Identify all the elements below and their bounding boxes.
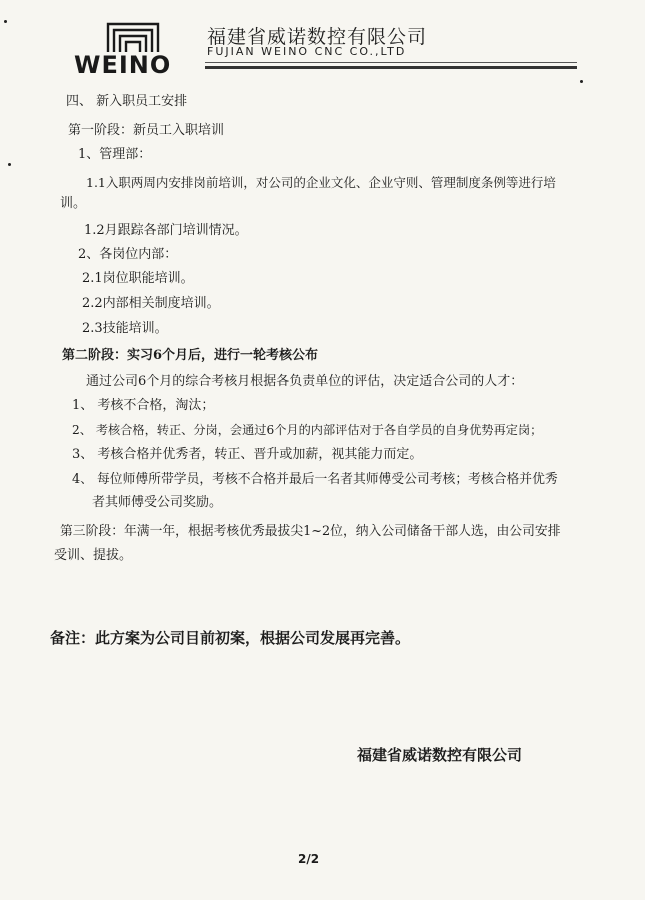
paragraph-line: 1、管理部： [78,147,152,162]
company-name-en: FUJIAN WEINO CNC CO.,LTD [207,45,407,58]
scan-mark [4,20,7,23]
paragraph-line: 2.2内部相关制度培训。 [82,296,220,311]
company-signature: 福建省威诺数控有限公司 [357,746,523,764]
logo-text: WEINO [74,51,172,79]
paragraph-line: 1.1入职两周内安排岗前培训，对公司的企业文化、企业守则、管理制度条例等进行培 [86,175,556,190]
page-number: 2/2 [298,852,320,866]
paragraph-line: 2.1岗位职能培训。 [82,271,194,286]
paragraph-line: 通过公司6个月的综合考核月根据各负责单位的评估，决定适合公司的人才： [86,374,524,389]
paragraph-line: 受训、提拔。 [54,548,133,563]
stage-heading: 第三阶段：年满一年，根据考核优秀最拔尖1~2位，纳入公司储备干部人选，由公司安排 [60,524,561,539]
header-rule [205,62,577,69]
company-name-cn: 福建省威诺数控有限公司 [207,26,428,48]
list-item: 3、 考核合格并优秀者，转正、晋升或加薪，视其能力而定。 [72,447,423,462]
scan-mark [8,163,11,166]
stage-heading: 第一阶段：新员工入职培训 [68,123,225,138]
paragraph-line: 1.2月跟踪各部门培训情况。 [84,223,248,238]
section-heading: 四、 新入职员工安排 [66,94,188,109]
paragraph-line: 2、各岗位内部： [78,247,178,262]
paragraph-line: 2.3技能培训。 [82,321,168,336]
list-item: 4、 每位师傅所带学员，考核不合格并最后一名者其师傅受公司考核；考核合格并优秀 [72,472,558,487]
list-item: 1、 考核不合格，淘汰； [72,398,215,413]
company-logo [74,20,192,78]
remark-note: 备注：此方案为公司目前初案，根据公司发展再完善。 [50,629,411,647]
stage-heading: 第二阶段：实习6个月后，进行一轮考核公布 [62,348,319,363]
logo-mark-icon [74,20,192,54]
paragraph-line: 训。 [60,196,87,211]
scan-mark [580,80,583,83]
list-item-continuation: 者其师傅受公司奖励。 [92,495,223,510]
list-item: 2、 考核合格，转正、分岗，会通过6个月的内部评估对于各自学员的自身优势再定岗； [72,423,543,437]
